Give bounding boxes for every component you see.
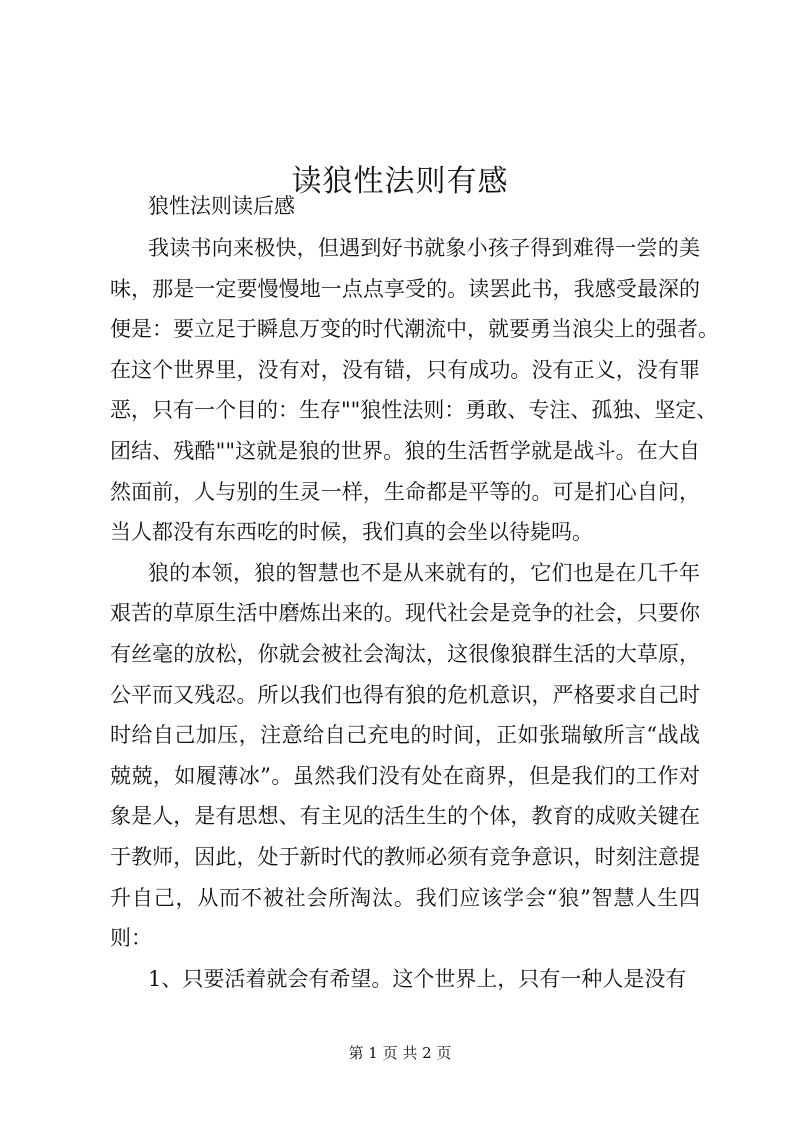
document-title: 读狼性法则有感 [291, 164, 509, 200]
page-number-footer: 第 1 页 共 2 页 [348, 1044, 452, 1062]
paragraph-line: 艰苦的草原生活中磨炼出来的。现代社会是竞争的社会，只要你 [110, 601, 700, 626]
paragraph-line: 然面前，人与别的生灵一样，生命都是平等的。可是扪心自问， [110, 479, 700, 504]
paragraph-line: 公平而又残忍。所以我们也得有狼的危机意识，严格要求自己时 [110, 682, 700, 707]
document-body [110, 184, 719, 999]
paragraph-line: 在这个世界里，没有对，没有错，只有成功。没有正义，没有罪 [110, 357, 700, 382]
paragraph-line: 恶，只有一个目的：生存""狼性法则：勇敢、专注、孤独、坚定、 [110, 398, 718, 423]
paragraph-line: 于教师，因此，处于新时代的教师必须有竞争意识，时刻注意提 [110, 844, 700, 869]
paragraph-line: 兢兢，如履薄冰”。虽然我们没有处在商界，但是我们的工作对 [110, 763, 700, 788]
paragraph-line: 当人都没有东西吃的时候，我们真的会坐以待毙吗。 [110, 520, 593, 545]
paragraph-line: 1、只要活着就会有希望。这个世界上，只有一种人是没有 [148, 966, 687, 991]
paragraph-line: 有丝毫的放松，你就会被社会淘汰，这很像狼群生活的大草原， [110, 641, 700, 666]
paragraph-line: 狼的本领，狼的智慧也不是从来就有的，它们也是在几千年 [148, 560, 700, 585]
paragraph-line: 升自己，从而不被社会所淘汰。我们应该学会“狼”智慧人生四 [110, 885, 700, 910]
paragraph-line: 象是人，是有思想、有主见的活生生的个体，教育的成败关键在 [110, 804, 700, 829]
paragraph-3 [110, 959, 700, 1000]
paragraph-line: 便是：要立足于瞬息万变的时代潮流中，就要勇当浪尖上的强者。 [110, 317, 719, 342]
paragraph-1 [110, 228, 719, 553]
document-subheading: 狼性法则读后感 [148, 194, 295, 218]
paragraph-line: 时给自己加压，注意给自己充电的时间，正如张瑞敏所言“战战 [110, 723, 700, 748]
paragraph-line: 味，那是一定要慢慢地一点点享受的。读罢此书，我感受最深的 [110, 276, 700, 301]
paragraph-2 [110, 553, 700, 959]
paragraph-line: 则： [110, 926, 152, 951]
paragraph-line: 我读书向来极快，但遇到好书就象小孩子得到难得一尝的美 [148, 236, 700, 260]
paragraph-line: 团结、残酷""这就是狼的世界。狼的生活哲学就是战斗。在大自 [110, 438, 700, 463]
